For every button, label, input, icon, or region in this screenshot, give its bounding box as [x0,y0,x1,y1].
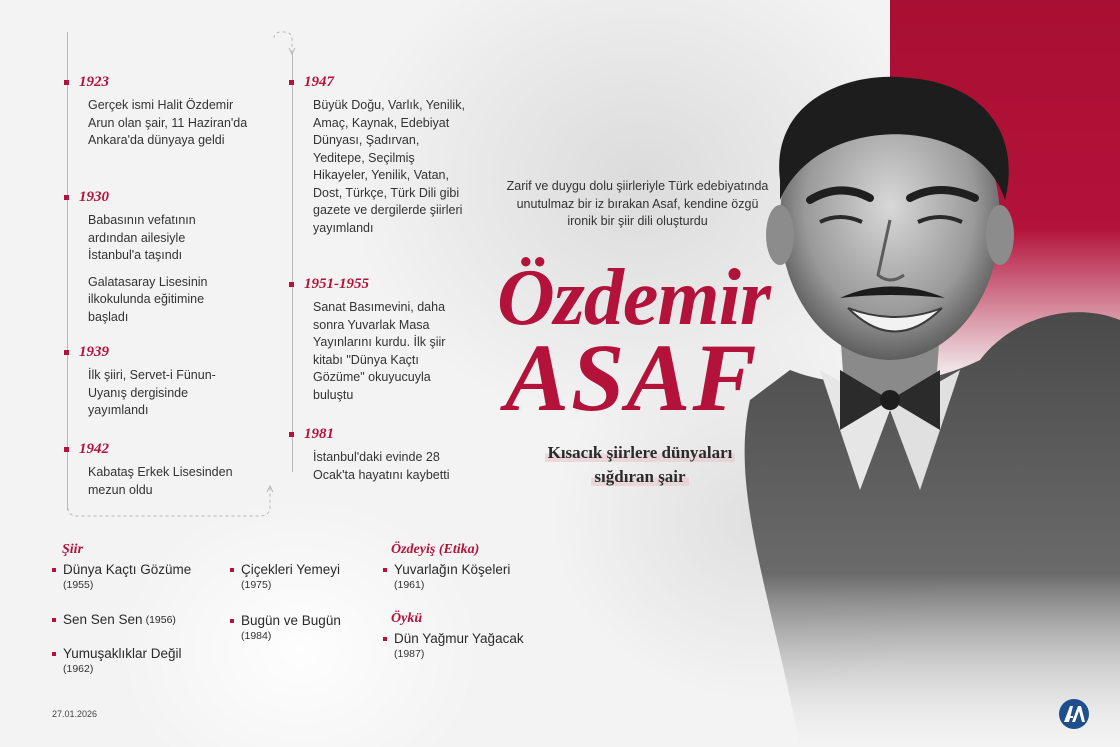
publish-date: 27.01.2026 [52,709,98,719]
tagline [505,441,775,489]
category-siir: Şiir [62,542,84,557]
work-item: Sen Sen Sen (1956) [52,612,176,627]
category-ozdeyis: Özdeyiş (Etika) [391,542,480,557]
timeline-text: İstanbul'daki evinde 28 Ocak'ta hayatını kaybetti [313,450,450,482]
timeline-year: 1981 [289,426,483,443]
bullet-icon [289,432,294,437]
bullet-icon [64,195,69,200]
aa-agency-logo-icon [1058,698,1090,730]
category-oyku: Öykü [391,611,423,626]
timeline-item-1947 [289,74,473,237]
tagline-line-1: Kısacık şiirlere dünyaları [545,443,736,462]
timeline-year: 1923 [64,74,248,91]
bullet-icon [383,637,387,641]
bullet-icon [64,447,69,452]
work-item: Yumuşaklıklar Değil (1962) [52,646,182,675]
work-item: Dün Yağmur Yağacak (1987) [383,631,524,660]
bullet-icon [52,618,56,622]
bullet-icon [230,619,234,623]
timeline-item-1930 [64,189,238,326]
work-item: Çiçekleri Yemeyi (1975) [230,562,340,591]
bullet-icon [64,80,69,85]
bullet-icon [52,652,56,656]
bullet-icon [230,568,234,572]
timeline-text: Kabataş Erkek Lisesinden mezun oldu [88,465,233,497]
timeline-text: Gerçek ismi Halit Özdemir Arun olan şair, 11 Haziran'da Ankara'da dünyaya geldi [88,98,248,147]
name-first: Özdemir [497,254,770,342]
name-last: ASAF [505,324,759,431]
bullet-icon [52,568,56,572]
timeline-item-1981 [289,426,483,484]
timeline-year: 1930 [64,189,238,206]
timeline-item-1942 [64,441,248,499]
bullet-icon [289,282,294,287]
tagline-line-2: sığdıran şair [591,467,688,486]
intro-text: Zarif ve duygu dolu şiirleriyle Türk edebiyatında unutulmaz bir iz bırakan Asaf, kendine özgü ironik bir şiir dili oluşturdu [506,179,769,228]
timeline-text: Büyük Doğu, Varlık, Yenilik, Amaç, Kaynak, Edebiyat Dünyası, Şadırvan, Yeditepe, Seçilmiş Hikayeler, Yenilik, Vatan, Dost, Türkçe, Türk Dili gibi gazete ve dergilerde şiirleri yayımlandı [313,98,465,235]
timeline-item-1923 [64,74,248,150]
work-item: Bugün ve Bugün (1984) [230,613,341,642]
timeline-year: 1951-1955 [289,276,473,293]
bullet-icon [383,568,387,572]
bullet-icon [64,350,69,355]
timeline-year: 1942 [64,441,248,458]
timeline-item-1939 [64,344,238,420]
timeline-year: 1947 [289,74,473,91]
timeline-text: Babasının vefatının ardından ailesiyle İstanbul'a taşındı Galatasaray Lisesinin ilkokulunda eğitimine başladı [88,213,208,324]
bullet-icon [289,80,294,85]
work-item: Dünya Kaçtı Gözüme (1955) [52,562,191,591]
timeline-text: İlk şiiri, Servet-i Fünun-Uyanış dergisinde yayımlandı [88,368,216,417]
timeline-year: 1939 [64,344,238,361]
work-item: Yuvarlağın Köşeleri (1961) [383,562,510,591]
timeline-text: Sanat Basımevini, daha sonra Yuvarlak Masa Yayınlarını kurdu. İlk şiir kitabı "Dünya Kaçtı Gözüme" okuyucuyla buluştu [313,300,446,402]
timeline-item-1951-1955 [289,276,473,404]
